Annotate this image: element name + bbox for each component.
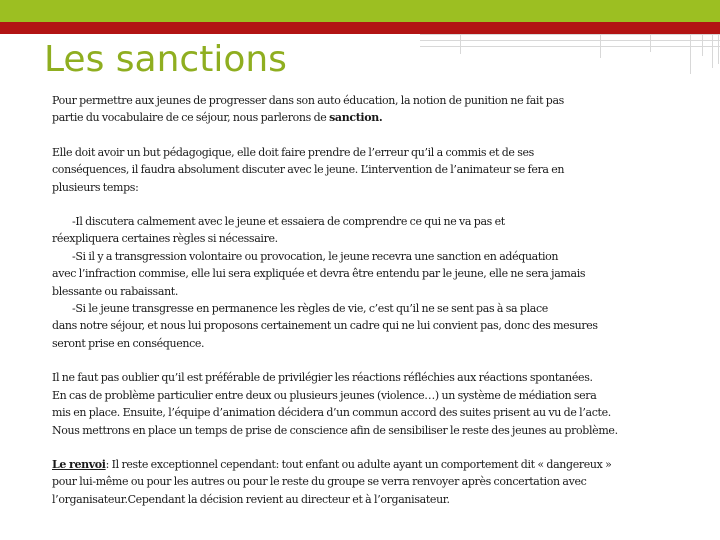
step-line: dans notre séjour, et nous lui proposons certainement un cadre qui ne lui convient pas, donc des mesures	[52, 319, 598, 333]
text-line: pour lui-même ou pour les autres ou pour le reste du groupe se verra renvoyer après concertation avec	[52, 475, 587, 489]
text-line: conséquences, il faudra absolument discuter avec le jeune. L’intervention de l’animateur se fera en	[52, 163, 565, 177]
step-line: -Il discutera calmement avec le jeune et essaiera de comprendre ce qui ne va pas et	[72, 215, 505, 229]
step-line: -Si il y a transgression volontaire ou provocation, le jeune recevra une sanction en adéquation	[72, 249, 559, 263]
paragraph-intro	[52, 92, 652, 127]
paragraph-mediation	[52, 369, 652, 439]
step-line: -Si le jeune transgresse en permanence les règles de vie, c’est qu’il ne se sent pas à sa place	[72, 302, 548, 316]
text-line: plusieurs temps:	[52, 180, 139, 194]
paragraph-renvoi	[52, 456, 652, 508]
text-line: Il ne faut pas oublier qu’il est préférable de privilégier les réactions réfléchies aux réactions spontanées.	[52, 371, 593, 385]
renvoi-label: Le renvoi	[52, 457, 106, 471]
text-line: Nous mettrons en place un temps de prise de conscience afin de sensibiliser le reste des jeunes au problème.	[52, 423, 618, 437]
text-fragment: partie du vocabulaire de ce séjour, nous parlerons de	[52, 111, 330, 125]
slide-body	[52, 92, 652, 508]
header-bar-red	[0, 22, 720, 34]
step-line: blessante ou rabaissant.	[52, 284, 179, 298]
text-line: En cas de problème particulier entre deux ou plusieurs jeunes (violence…) un système de médiation sera	[52, 388, 597, 402]
text-line: mis en place. Ensuite, l’équipe d’animation décidera d’un commun accord des suites prisent au vu de l’acte.	[52, 406, 611, 420]
text-line	[52, 109, 652, 126]
text-line: Elle doit avoir un but pédagogique, elle doit faire prendre de l’erreur qu’il a commis et de ses	[52, 145, 534, 159]
step-line: seront prise en conséquence.	[52, 336, 205, 350]
slide-title: Les sanctions	[44, 39, 287, 80]
header-bar-green	[0, 0, 720, 22]
text-fragment: : Il reste exceptionnel cependant: tout enfant ou adulte ayant un comportement dit « dangereux »	[105, 457, 612, 471]
paragraph-pedagogy	[52, 144, 652, 196]
paragraph-steps	[52, 213, 652, 352]
step-line: avec l’infraction commise, elle lui sera expliquée et devra être entendu par le jeune, elle ne sera jamais	[52, 267, 586, 281]
sanction-keyword: sanction.	[329, 111, 383, 125]
text-line	[52, 456, 652, 473]
decorative-grid	[420, 34, 720, 82]
step-line: réexpliquera certaines règles si nécessaire.	[52, 232, 278, 246]
text-line: Pour permettre aux jeunes de progresser dans son auto éducation, la notion de punition ne fait pas	[52, 94, 564, 107]
text-line: l’organisateur.Cependant la décision revient au directeur et à l’organisateur.	[52, 492, 450, 506]
